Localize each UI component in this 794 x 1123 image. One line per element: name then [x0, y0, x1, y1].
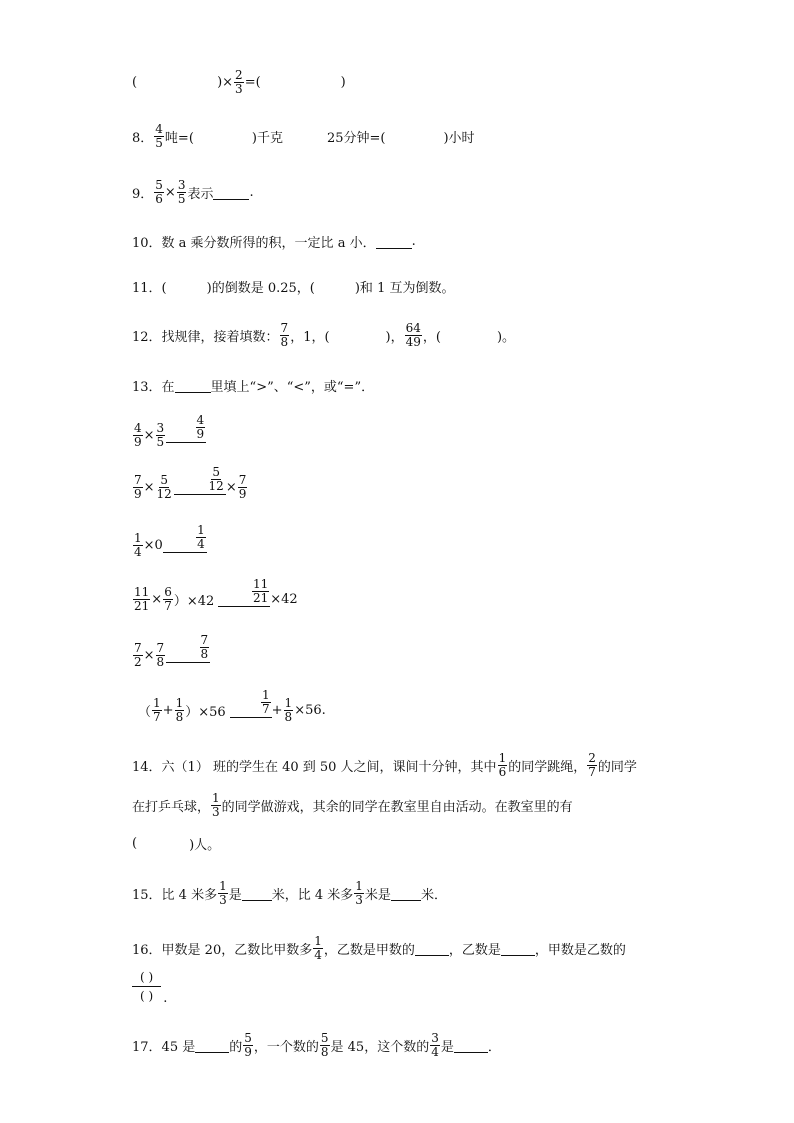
q13-text-a: 13．在: [132, 379, 175, 395]
numerator: 2: [235, 67, 243, 82]
denominator: 3: [235, 81, 243, 96]
q15-text-e: 米．: [420, 887, 447, 903]
denominator: 4: [314, 947, 322, 962]
q13-row-1: [132, 412, 206, 450]
denominator: 12: [208, 478, 224, 493]
numerator: 1: [355, 878, 363, 893]
fraction: [354, 880, 364, 907]
fraction: [133, 532, 143, 559]
answer-blank[interactable]: [163, 522, 207, 553]
q13-row-2: [132, 464, 248, 502]
q14-text-c: 的同学: [597, 759, 637, 775]
q8-text-2: )千克: [251, 130, 283, 146]
q14-text-a: 14．六（1） 班的学生在 40 到 50 人之间，课间十分钟，其中: [132, 759, 497, 775]
period: .: [411, 233, 416, 249]
denominator: 7: [588, 764, 596, 779]
fraction: [498, 752, 508, 779]
answer-blank[interactable]: [391, 886, 421, 901]
numerator: 3: [177, 177, 186, 192]
denominator: 9: [196, 426, 205, 441]
times-sign: ×: [143, 427, 155, 443]
times-sign: ×: [151, 591, 163, 607]
denominator: 5: [177, 191, 186, 206]
numerator: 1: [284, 695, 293, 710]
answer-blank[interactable]: [454, 1038, 488, 1053]
q13-text-b: 里填上“>”、“<”，或“=”．: [210, 379, 375, 395]
fraction: [405, 322, 422, 349]
answer-numerator[interactable]: ( ): [132, 968, 161, 987]
answer-blank[interactable]: [415, 941, 449, 956]
question-12: [132, 320, 515, 350]
question-8: [132, 121, 475, 151]
fraction: [133, 586, 150, 613]
answer-blank[interactable]: [376, 234, 412, 249]
denominator: 8: [284, 709, 293, 724]
q13-row-3: [132, 522, 207, 560]
q17-text-a: 17．45 是: [132, 1039, 196, 1055]
times-sign: ×: [225, 479, 237, 495]
denominator: 7: [153, 709, 161, 724]
question-13: [132, 370, 374, 400]
fraction: [196, 414, 206, 441]
fraction: [156, 422, 166, 449]
numerator: 7: [238, 472, 247, 487]
question-14-line-3: [132, 828, 220, 858]
q17-text-c: 是 45，这个数的: [330, 1039, 430, 1055]
denominator: 8: [320, 1044, 329, 1059]
numerator: 6: [164, 584, 172, 599]
q8-text-4: )小时: [443, 130, 475, 146]
denominator: 8: [200, 646, 209, 661]
q17-text-b: ，一个数的: [253, 1039, 319, 1055]
question-9: [132, 177, 254, 207]
equals-text: =(: [244, 74, 261, 90]
question-10: [132, 226, 416, 256]
denominator: 3: [355, 892, 363, 907]
numerator: 7: [134, 640, 142, 655]
q17-text-of: 的: [229, 1039, 243, 1055]
q14-text-d: 在打乒乓球，: [132, 799, 211, 815]
denominator: 8: [280, 334, 289, 349]
period: ．: [487, 1039, 501, 1055]
fraction: [196, 524, 206, 551]
fraction: [200, 634, 210, 661]
fraction: [238, 474, 248, 501]
fraction: [587, 752, 597, 779]
plus-sign: +: [162, 702, 174, 718]
fraction: [430, 1032, 440, 1059]
denominator: 3: [219, 892, 227, 907]
denominator: 9: [134, 486, 142, 501]
numerator: 1: [153, 695, 161, 710]
numerator: 1: [212, 790, 220, 805]
q12-text-b: ，1，(: [290, 329, 330, 345]
numerator: 5: [155, 177, 163, 192]
numerator: 11: [252, 576, 269, 591]
denominator: 9: [238, 486, 247, 501]
numerator: 2: [588, 750, 596, 765]
q7-line: [132, 67, 346, 97]
question-17: [132, 1030, 501, 1060]
numerator: 5: [160, 472, 168, 487]
fraction: [243, 1032, 253, 1059]
answer-fraction[interactable]: [132, 968, 161, 1005]
paren-close: ): [340, 74, 346, 90]
q11-text-c: )和 1 互为倒数。: [354, 280, 455, 296]
numerator: 3: [431, 1030, 439, 1045]
denominator: 5: [156, 434, 165, 449]
denominator: 9: [244, 1044, 252, 1059]
answer-blank[interactable]: [195, 1038, 229, 1053]
question-11: [132, 271, 454, 301]
q11-text-a: 11．(: [132, 280, 167, 296]
fraction: [208, 466, 225, 493]
answer-blank[interactable]: [166, 632, 210, 663]
fraction: [320, 1032, 330, 1059]
denominator: 3: [212, 804, 220, 819]
answer-denominator[interactable]: ( ): [140, 988, 154, 1003]
fraction: [177, 179, 187, 206]
paren-open: (: [132, 835, 138, 851]
numerator: 7: [280, 320, 289, 335]
q16-text-a: 16．甲数是 20，乙数比甲数多: [132, 942, 313, 958]
fraction: [175, 697, 185, 724]
question-number: 9．: [132, 186, 154, 202]
question-14-line-1: [132, 750, 637, 780]
denominator: 7: [164, 598, 172, 613]
period: .: [249, 184, 254, 200]
denominator: 6: [155, 191, 163, 206]
answer-blank[interactable]: [174, 464, 226, 495]
denominator: 4: [431, 1044, 439, 1059]
times-42: ）×42: [173, 593, 215, 609]
q16-text-b: ，乙数是甲数的: [323, 942, 415, 958]
q14-text-e: 的同学做游戏，其余的同学在教室里自由活动。在教室里的有: [221, 799, 573, 815]
numerator: 3: [156, 420, 165, 435]
times-sign: ×: [164, 184, 176, 200]
numerator: 4: [134, 420, 142, 435]
fraction: [252, 578, 269, 605]
numerator: 1: [262, 687, 270, 702]
denominator: 4: [134, 544, 142, 559]
denominator: 21: [252, 590, 269, 605]
answer-blank[interactable]: [242, 886, 272, 901]
denominator: 21: [134, 598, 150, 613]
numerator: 11: [134, 584, 150, 599]
q12-text-a: 12．找规律，接着填数：: [132, 329, 279, 345]
q11-text-b: )的倒数是 0.25，(: [206, 280, 315, 296]
question-16-answer: [132, 966, 167, 1006]
denominator: 6: [498, 764, 507, 779]
numerator: 1: [197, 522, 205, 537]
q15-text-a: 15．比 4 米多: [132, 887, 218, 903]
paren-open: （: [138, 704, 152, 720]
q9-text: 表示: [187, 186, 214, 202]
fraction: [133, 642, 143, 669]
q17-text-d: 是: [440, 1039, 454, 1055]
q13-row-6: [138, 687, 326, 725]
q16-text-d: ，甲数是乙数的: [534, 942, 626, 958]
q8-text-3: 25分钟=(: [326, 130, 386, 146]
denominator: 8: [156, 654, 165, 669]
numerator: 1: [134, 530, 142, 545]
fraction: [163, 586, 173, 613]
q8-text-1: 吨=(: [164, 130, 194, 146]
fraction: [133, 422, 143, 449]
denominator: 49: [405, 334, 421, 349]
period: .: [163, 991, 168, 1006]
fraction: [313, 935, 323, 962]
q12-text-c: )，: [385, 329, 404, 345]
numerator: 1: [314, 933, 322, 948]
question-number: 8．: [132, 130, 154, 146]
numerator: 5: [320, 1030, 329, 1045]
q16-text-c: ，乙数是: [448, 942, 501, 958]
q14-text-b: 的同学跳绳，: [508, 759, 587, 775]
numerator: 7: [134, 472, 142, 487]
denominator: 2: [134, 654, 142, 669]
times-sign: ×: [143, 479, 155, 495]
times-56: ×56.: [294, 702, 326, 718]
numerator: 64: [405, 320, 421, 335]
times-56: ）×56: [185, 704, 226, 720]
q14-text-g: )人。: [189, 837, 221, 853]
numerator: 1: [175, 695, 184, 710]
numerator: 7: [200, 632, 209, 647]
answer-blank[interactable]: [218, 576, 270, 607]
times-text: )×: [217, 74, 234, 90]
q15-text-c: 米，比 4 米多: [271, 887, 354, 903]
numerator: 4: [196, 412, 205, 427]
question-14-line-2: [132, 790, 573, 820]
q13-row-4: [132, 576, 298, 614]
paren-open: (: [132, 74, 138, 90]
fraction: [156, 642, 166, 669]
fraction: [261, 689, 271, 716]
question-16: [132, 933, 626, 963]
answer-blank[interactable]: [175, 378, 211, 393]
times-42: ×42: [270, 591, 298, 607]
answer-blank[interactable]: [230, 687, 272, 718]
q15-text-b: 是: [228, 887, 242, 903]
plus-sign: +: [271, 702, 283, 718]
fraction: [280, 322, 290, 349]
fraction: [156, 474, 173, 501]
q15-text-d: 米是: [364, 887, 391, 903]
fraction: [211, 792, 221, 819]
numerator: 4: [155, 121, 163, 136]
q12-text-d: ，(: [422, 329, 441, 345]
fraction: [284, 697, 294, 724]
numerator: 5: [212, 464, 220, 479]
answer-blank[interactable]: [501, 941, 535, 956]
denominator: 9: [134, 434, 142, 449]
fraction: [154, 123, 164, 150]
denominator: 7: [262, 701, 270, 716]
q13-row-5: [132, 632, 210, 670]
numerator: 7: [156, 640, 165, 655]
denominator: 12: [156, 486, 172, 501]
fraction: [218, 880, 228, 907]
q10-text: 10．数 a 乘分数所得的积，一定比 a 小．: [132, 235, 376, 251]
fraction: [234, 69, 244, 96]
numerator: 1: [219, 878, 227, 893]
answer-blank[interactable]: [166, 412, 206, 443]
denominator: 4: [197, 536, 205, 551]
fraction: [152, 697, 162, 724]
denominator: 8: [175, 709, 184, 724]
denominator: 5: [155, 135, 163, 150]
numerator: 5: [244, 1030, 252, 1045]
answer-blank[interactable]: [213, 185, 249, 200]
fraction: [154, 179, 164, 206]
times-zero: ×0: [143, 537, 163, 553]
q12-text-e: )。: [496, 329, 516, 345]
fraction: [133, 474, 143, 501]
question-15: [132, 878, 447, 908]
numerator: 1: [498, 750, 507, 765]
times-sign: ×: [143, 647, 155, 663]
